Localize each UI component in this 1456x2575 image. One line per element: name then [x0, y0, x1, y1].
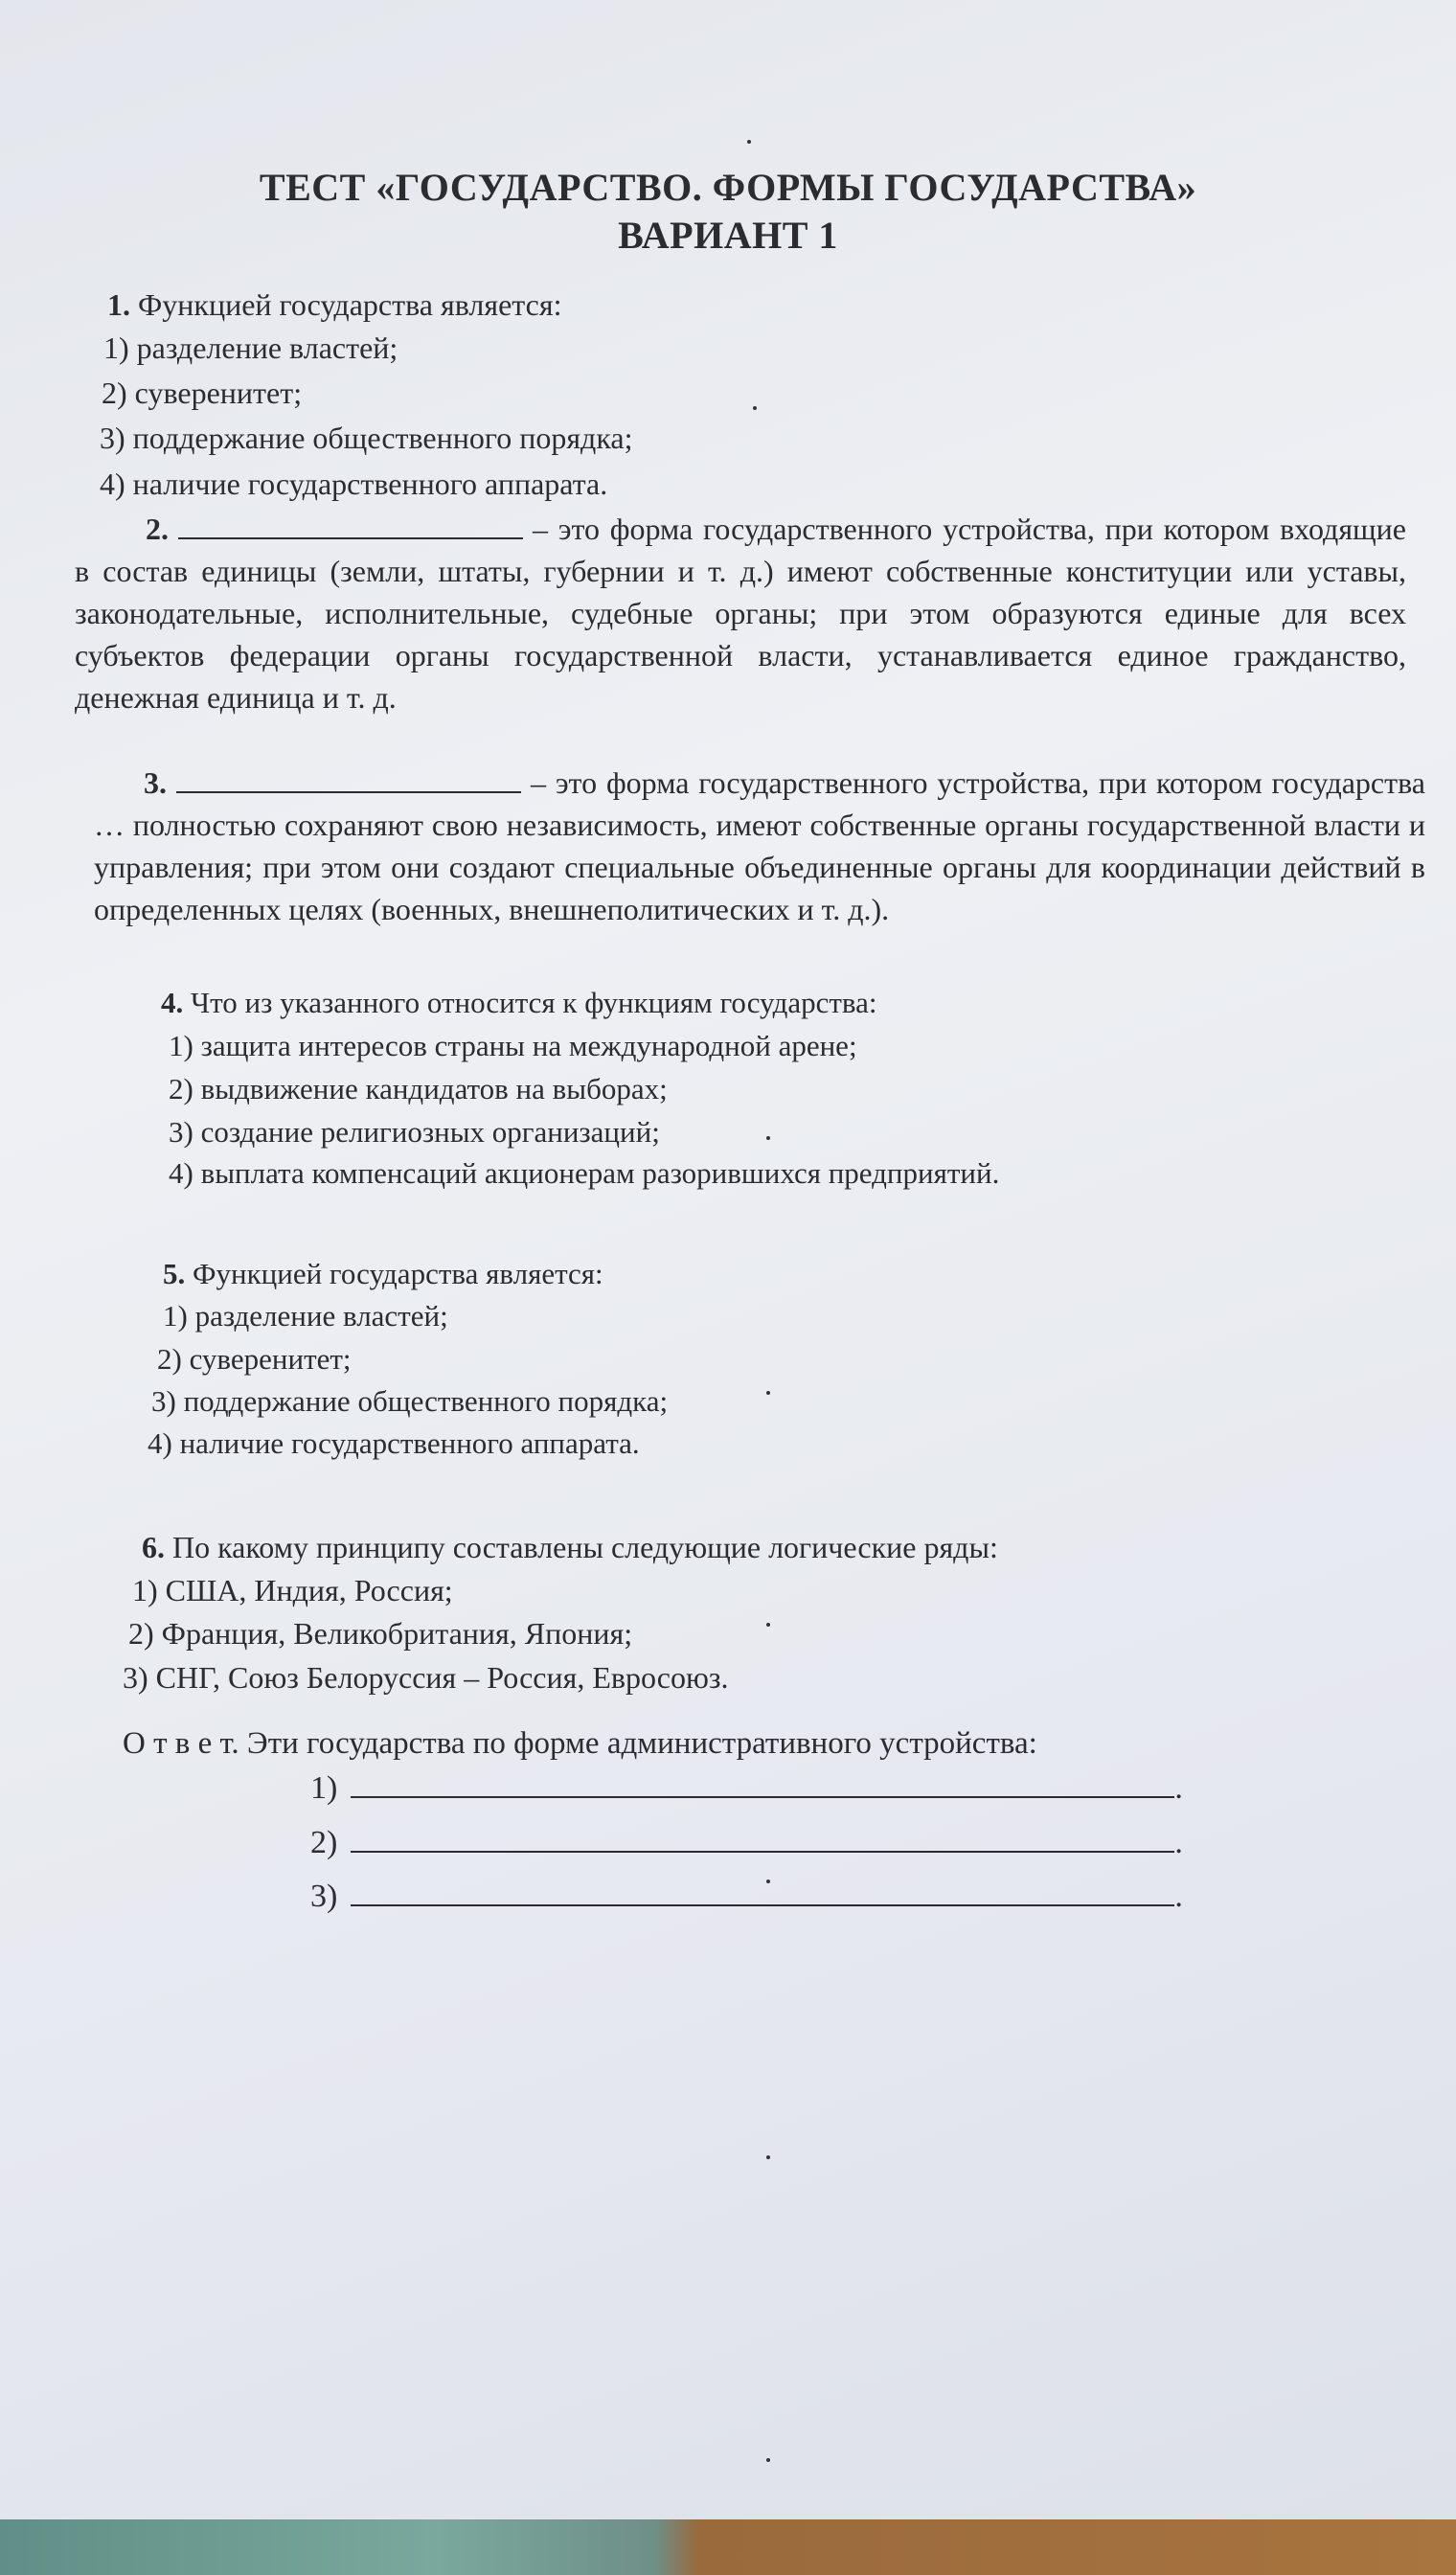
answer-rule: [351, 1767, 1174, 1798]
q5-option-2: 2) суверенитет;: [157, 1342, 352, 1376]
answer-text: Эти государства по форме административного устройства:: [246, 1726, 1037, 1761]
q6-option-2: 2) Франция, Великобритания, Япония;: [128, 1616, 633, 1651]
question-2: [75, 508, 1406, 718]
print-speck: [766, 1136, 770, 1140]
q5-option-1: 1) разделение властей;: [163, 1299, 448, 1333]
question-3: [94, 762, 1425, 930]
question-text: – это форма государственного устройства, при котором государства … полностью сохраняют свою независимость, имеют собственные органы государственной власти и управления; при этом они создают специальные объединенные органы для координации действий в определенных целях (военных, внешнеполитических и т. д.).: [94, 765, 1425, 926]
q1-option-1: 1) разделение властей;: [103, 330, 398, 365]
question-text: Функцией государства является:: [193, 1257, 603, 1290]
line-end: .: [1174, 1879, 1183, 1914]
question-number: 1.: [107, 287, 130, 322]
q5-option-3: 3) поддержание общественного порядка;: [151, 1384, 669, 1418]
question-6: [142, 1528, 998, 1566]
answer-blank: [178, 511, 523, 539]
answer-rule: [351, 1822, 1174, 1853]
q6-option-1: 1) США, Индия, Россия;: [132, 1573, 453, 1607]
print-speck: [766, 1391, 770, 1395]
question-5: [163, 1255, 603, 1293]
question-number: 2.: [146, 512, 169, 546]
line-end: .: [1174, 1825, 1183, 1860]
question-number: 6.: [142, 1530, 165, 1564]
question-text: – это форма государственного устройства, при котором входящие в состав единицы (земли, штаты, губернии и т. д.) имеют собственные конституции или уставы, законодательные, исполнительные, судебные органы; при этом образуются единые для всех субъектов федерации органы государственной власти, устанавливается единое гражданство, денежная единица и т. д.: [75, 512, 1406, 715]
q4-option-4: 4) выплата компенсаций акционерам разорившихся предприятий.: [169, 1156, 1000, 1190]
q1-option-2: 2) суверенитет;: [102, 376, 303, 410]
print-speck: [747, 140, 751, 144]
q4-option-1: 1) защита интересов страны на международной арене;: [169, 1029, 857, 1062]
question-number: 5.: [163, 1257, 186, 1290]
question-text: Функцией государства является:: [138, 287, 562, 322]
variant-title: ВАРИАНТ 1: [618, 214, 838, 257]
q1-option-4: 4) наличие государственного аппарата.: [100, 467, 608, 501]
answer-blank: [176, 764, 521, 793]
answer-line-3: [310, 1876, 1183, 1916]
question-number: 3.: [144, 765, 167, 800]
print-speck: [753, 406, 757, 410]
print-speck: [766, 2155, 770, 2159]
q6-option-3: 3) СНГ, Союз Белоруссия – Россия, Евросоюз.: [123, 1660, 729, 1695]
question-text: Что из указанного относится к функциям государства:: [191, 986, 877, 1019]
answer-intro: [123, 1724, 1037, 1763]
answer-line-1: [310, 1767, 1183, 1808]
print-speck: [766, 1880, 770, 1883]
answer-line-2: [310, 1822, 1183, 1862]
question-number: 4.: [161, 986, 184, 1019]
answer-line-number: 2): [310, 1825, 338, 1860]
answer-prefix: О т в е т.: [123, 1726, 239, 1761]
desk-background: [0, 2519, 1456, 2575]
question-1: [107, 285, 561, 324]
answer-line-number: 3): [310, 1879, 338, 1914]
q5-option-4: 4) наличие государственного аппарата.: [148, 1426, 640, 1460]
question-text: По какому принципу составлены следующие логические ряды:: [172, 1530, 998, 1564]
answer-line-number: 1): [310, 1770, 338, 1806]
line-end: .: [1174, 1770, 1183, 1806]
q1-option-3: 3) поддержание общественного порядка;: [100, 421, 633, 455]
q4-option-3: 3) создание религиозных организаций;: [169, 1115, 660, 1149]
answer-rule: [351, 1876, 1174, 1906]
q4-option-2: 2) выдвижение кандидатов на выборах;: [169, 1072, 668, 1105]
print-speck: [766, 2458, 770, 2462]
test-title: ТЕСТ «ГОСУДАРСТВО. ФОРМЫ ГОСУДАРСТВА»: [259, 166, 1197, 209]
print-speck: [766, 1623, 770, 1627]
question-4: [161, 984, 877, 1022]
